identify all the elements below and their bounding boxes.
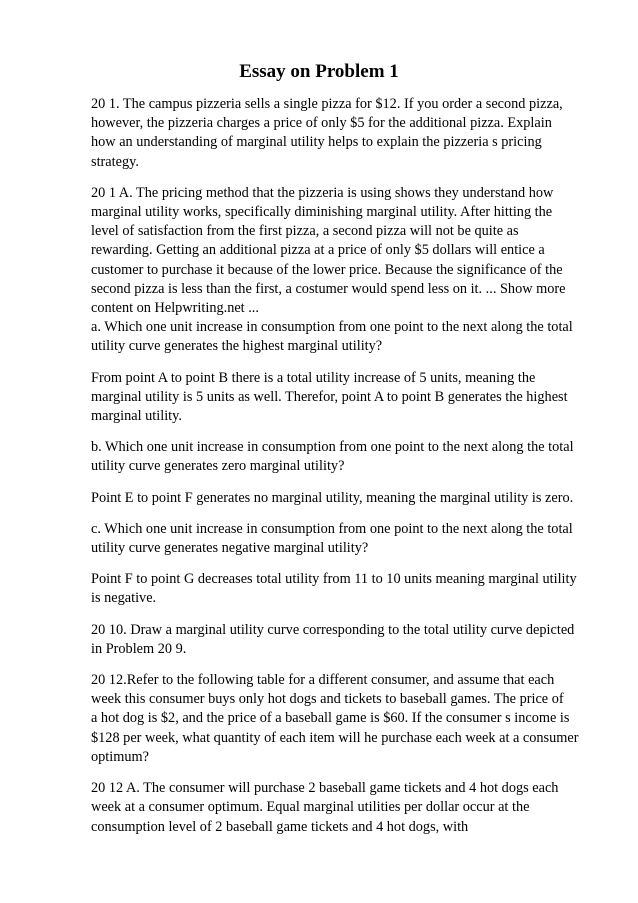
paragraph	[91, 184, 591, 318]
document-body	[91, 95, 591, 849]
text-line: c. Which one unit increase in consumption from one point to the next along the total	[91, 520, 573, 537]
text-line: content on Helpwriting.net ...	[91, 300, 259, 317]
paragraph	[91, 95, 591, 172]
paragraph	[91, 369, 591, 427]
text-line: marginal utility is 5 units as well. Therefor, point A to point B generates the highest	[91, 388, 568, 405]
text-line: 20 12.Refer to the following table for a different consumer, and assume that each	[91, 672, 555, 689]
text-line: level of satisfaction from the first pizza, a second pizza will not be quite as	[91, 223, 519, 240]
text-line: marginal utility works, specifically diminishing marginal utility. After hitting the	[91, 204, 553, 221]
text-line: however, the pizzeria charges a price of only $5 for the additional pizza. Explain	[91, 115, 552, 132]
paragraph	[91, 779, 591, 837]
text-line: week this consumer buys only hot dogs and tickets to baseball games. The price of	[91, 691, 564, 708]
text-line: a. Which one unit increase in consumption from one point to the next along the total	[91, 319, 573, 336]
text-line: a hot dog is $2, and the price of a baseball game is $60. If the consumer s income is	[91, 710, 570, 727]
text-line: strategy.	[91, 153, 139, 170]
document-title: Essay on Problem 1	[239, 61, 399, 82]
paragraph	[91, 318, 591, 356]
text-line: utility curve generates zero marginal utility?	[91, 458, 345, 475]
text-line: Point E to point F generates no marginal utility, meaning the marginal utility is zero.	[91, 489, 574, 506]
paragraph	[91, 621, 591, 659]
text-line: customer to purchase it because of the lower price. Because the significance of the	[91, 261, 563, 278]
paragraph	[91, 489, 591, 508]
text-line: is negative.	[91, 590, 157, 607]
text-line: 20 12 A. The consumer will purchase 2 baseball game tickets and 4 hot dogs each	[91, 780, 559, 797]
text-line: 20 10. Draw a marginal utility curve corresponding to the total utility curve depicted	[91, 621, 575, 638]
text-line: $128 per week, what quantity of each item will he purchase each week at a consumer	[91, 729, 579, 746]
text-line: rewarding. Getting an additional pizza at a price of only $5 dollars will entice a	[91, 242, 545, 259]
text-line: utility curve generates the highest marginal utility?	[91, 338, 383, 355]
text-line: 20 1 A. The pricing method that the pizzeria is using shows they understand how	[91, 184, 554, 201]
text-line: Point F to point G decreases total utility from 11 to 10 units meaning marginal utility	[91, 571, 577, 588]
paragraph	[91, 438, 591, 476]
text-line: From point A to point B there is a total utility increase of 5 units, meaning the	[91, 369, 536, 386]
paragraph	[91, 520, 591, 558]
text-line: 20 1. The campus pizzeria sells a single pizza for $12. If you order a second pizza,	[91, 96, 563, 112]
text-line: how an understanding of marginal utility helps to explain the pizzeria s pricing	[91, 134, 542, 151]
text-line: in Problem 20 9.	[91, 640, 187, 657]
text-line: marginal utility.	[91, 408, 182, 425]
text-line: second pizza is less than the first, a costumer would spend less on it. ... Show more	[91, 280, 566, 297]
text-line: utility curve generates negative marginal utility?	[91, 540, 369, 557]
paragraph	[91, 570, 591, 608]
text-line: optimum?	[91, 748, 149, 765]
paragraph	[91, 671, 591, 767]
text-line: b. Which one unit increase in consumption from one point to the next along the total	[91, 439, 574, 456]
text-line: week at a consumer optimum. Equal marginal utilities per dollar occur at the	[91, 799, 530, 816]
text-line: consumption level of 2 baseball game tickets and 4 hot dogs, with	[91, 818, 469, 835]
